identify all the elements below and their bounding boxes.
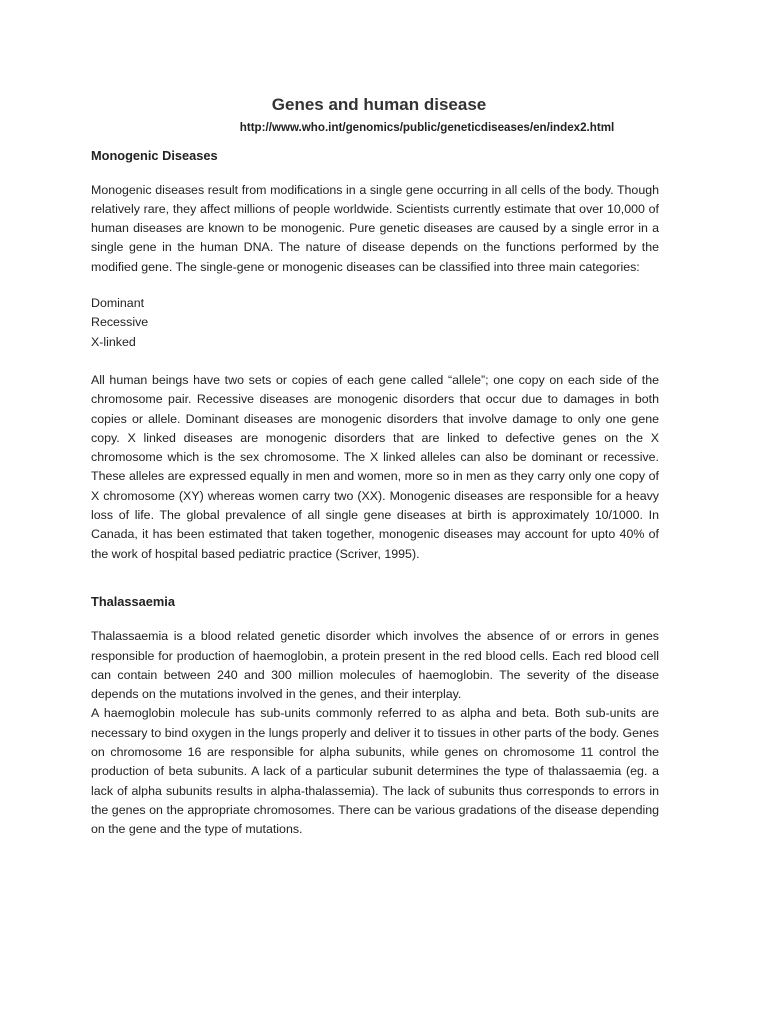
- paragraph-alleles: All human beings have two sets or copies of each gene called “allele”; one copy on each side of the chromosome pair. Recessive diseases are monogenic disorders that occur due to damages in both copies or allele. Dominant diseases are monogenic disorders that involve damage to only one gene copy. X linked diseases are monogenic disorders that are linked to defective genes on the X chromosome which is the sex chromosome. The X linked alleles can also be dominant or recessive. These alleles are expressed equally in men and women, more so in men as they carry only one copy of X chromosome (XY) whereas women carry two (XX). Monogenic diseases are responsible for a heavy loss of life. The global prevalence of all single gene diseases at birth is approximately 10/1000. In Canada, it has been estimated that taken together, monogenic diseases may account for upto 40% of the work of hospital based pediatric practice (Scriver, 1995).: [91, 372, 659, 561]
- paragraph-thalassaemia-intro: Thalassaemia is a blood related genetic disorder which involves the absence of or errors in genes responsible for production of haemoglobin, a protein present in the red blood cells. Each red blood cell can contain between 240 and 300 million molecules of haemoglobin. The severity of the disease depends on the mutations involved in the genes, and their interplay.: [91, 629, 659, 702]
- section-heading-monogenic: Monogenic Diseases: [91, 148, 218, 164]
- document-content: [91, 92, 659, 857]
- section-heading-thalassaemia: Thalassaemia: [91, 593, 175, 609]
- category-item: Dominant: [91, 296, 145, 311]
- category-list: [91, 294, 659, 352]
- document-title: Genes and human disease: [271, 95, 487, 114]
- paragraph-monogenic-intro: Monogenic diseases result from modifications in a single gene occurring in all cells of the body. Though relatively rare, they affect millions of people worldwide. Scientists currently estimate that over 10,000 of human diseases are known to be monogenic. Pure genetic diseases are caused by a single error in a single gene in the human DNA. The nature of disease depends on the functions performed by the modified gene. The single-gene or monogenic diseases can be classified into three main categories:: [91, 182, 659, 274]
- paragraph-haemoglobin-subunits: A haemoglobin molecule has sub-units commonly referred to as alpha and beta. Both sub-units are necessary to bind oxygen in the lungs properly and deliver it to tissues in other parts of the body. Genes on chromosome 16 are responsible for alpha subunits, while genes on chromosome 11 control the production of beta subunits. A lack of a particular subunit determines the type of thalassaemia (eg. a lack of alpha subunits results in alpha-thalassemia). The lack of subunits thus corresponds to errors in the genes on the appropriate chromosomes. There can be various gradations of the disease depending on the gene and the type of mutations.: [91, 706, 660, 837]
- category-item: X-linked: [91, 334, 136, 349]
- category-item: Recessive: [91, 315, 149, 330]
- source-url: http://www.who.int/genomics/public/geneticdiseases/en/index2.html: [239, 121, 615, 134]
